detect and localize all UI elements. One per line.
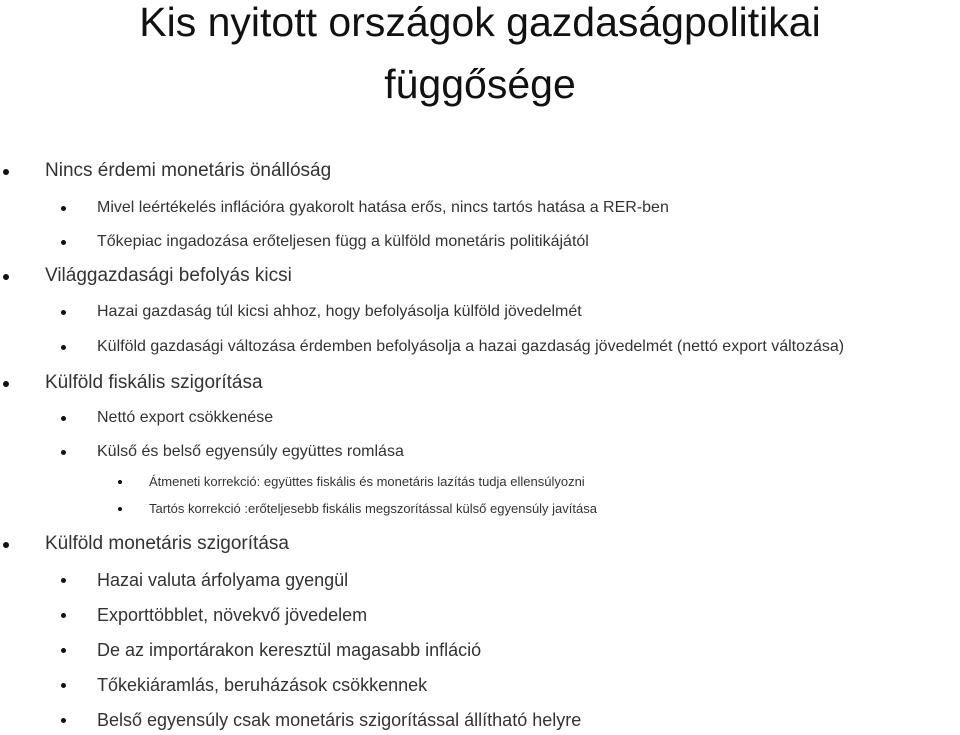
sub-list-item <box>149 473 585 490</box>
bullet-dot-icon <box>3 169 9 175</box>
bullet-dot-icon <box>61 416 66 421</box>
section-heading-text: Külföld fiskális szigorítása <box>45 372 263 393</box>
bullet-dot-icon <box>61 613 66 618</box>
list-item <box>97 337 844 357</box>
bullet-dot-icon <box>61 310 66 315</box>
bullet-dot-icon <box>3 381 9 387</box>
list-item <box>97 569 348 591</box>
list-item <box>97 232 589 252</box>
bullet-dot-icon <box>61 578 66 583</box>
sub-list-item-text: Tartós korrekció :erőteljesebb fiskális megszorítással külső egyensúly javítása <box>149 501 597 516</box>
slide-title-line-2: függősége <box>384 61 576 107</box>
list-item-text: Hazai valuta árfolyama gyengül <box>97 570 349 590</box>
section-heading-world-influence <box>45 264 292 288</box>
list-item <box>97 408 273 428</box>
list-item <box>97 442 404 462</box>
list-item-text: Tőkepiac ingadozása erőteljesen függ a külföld monetáris politikájától <box>97 233 589 250</box>
bullet-dot-icon <box>61 240 66 245</box>
bullet-dot-icon <box>3 274 9 280</box>
bullet-dot-icon <box>118 480 122 484</box>
bullet-dot-icon <box>61 345 66 350</box>
bullet-dot-icon <box>61 206 66 211</box>
section-heading-text: Külföld monetáris szigorítása <box>45 533 289 554</box>
list-item-text: Külső és belső egyensúly együttes romlása <box>97 443 404 460</box>
section-heading-text: Világgazdasági befolyás kicsi <box>45 265 292 286</box>
list-item-text: Exporttöbblet, növekvő jövedelem <box>97 605 368 625</box>
list-item <box>97 709 581 731</box>
bullet-dot-icon <box>3 542 9 548</box>
slide-title-line-1: Kis nyitott országok gazdaságpolitikai <box>139 0 821 45</box>
bullet-dot-icon <box>61 683 66 688</box>
list-item-text: Belső egyensúly csak monetáris szigorítással állítható helyre <box>97 710 582 730</box>
section-heading-text: Nincs érdemi monetáris önállóság <box>45 160 332 181</box>
bullet-dot-icon <box>61 718 66 723</box>
list-item-text: Tőkekiáramlás, beruházások csökkennek <box>97 675 428 695</box>
list-item-text: Külföld gazdasági változása érdemben befolyásolja a hazai gazdaság jövedelmét (nettó export változása) <box>97 338 845 355</box>
section-heading-fiscal-tightening <box>45 371 263 395</box>
section-heading-monetary-tightening <box>45 532 289 556</box>
section-heading-monetary-autonomy <box>45 159 331 183</box>
sub-list-item <box>149 500 597 517</box>
list-item-text: Mivel leértékelés inflációra gyakorolt hatása erős, nincs tartós hatása a RER-ben <box>97 199 669 216</box>
list-item <box>97 604 367 626</box>
bullet-dot-icon <box>118 507 122 511</box>
bullet-dot-icon <box>61 450 66 455</box>
list-item-text: Hazai gazdaság túl kicsi ahhoz, hogy befolyásolja külföld jövedelmét <box>97 303 582 320</box>
list-item <box>97 302 582 322</box>
list-item-text: Nettó export csökkenése <box>97 409 274 426</box>
list-item <box>97 198 669 218</box>
list-item <box>97 674 427 696</box>
sub-list-item-text: Átmeneti korrekció: együttes fiskális és monetáris lazítás tudja ellensúlyozni <box>149 474 585 489</box>
bullet-dot-icon <box>61 648 66 653</box>
list-item <box>97 639 481 661</box>
list-item-text: De az importárakon keresztül magasabb infláció <box>97 640 482 660</box>
